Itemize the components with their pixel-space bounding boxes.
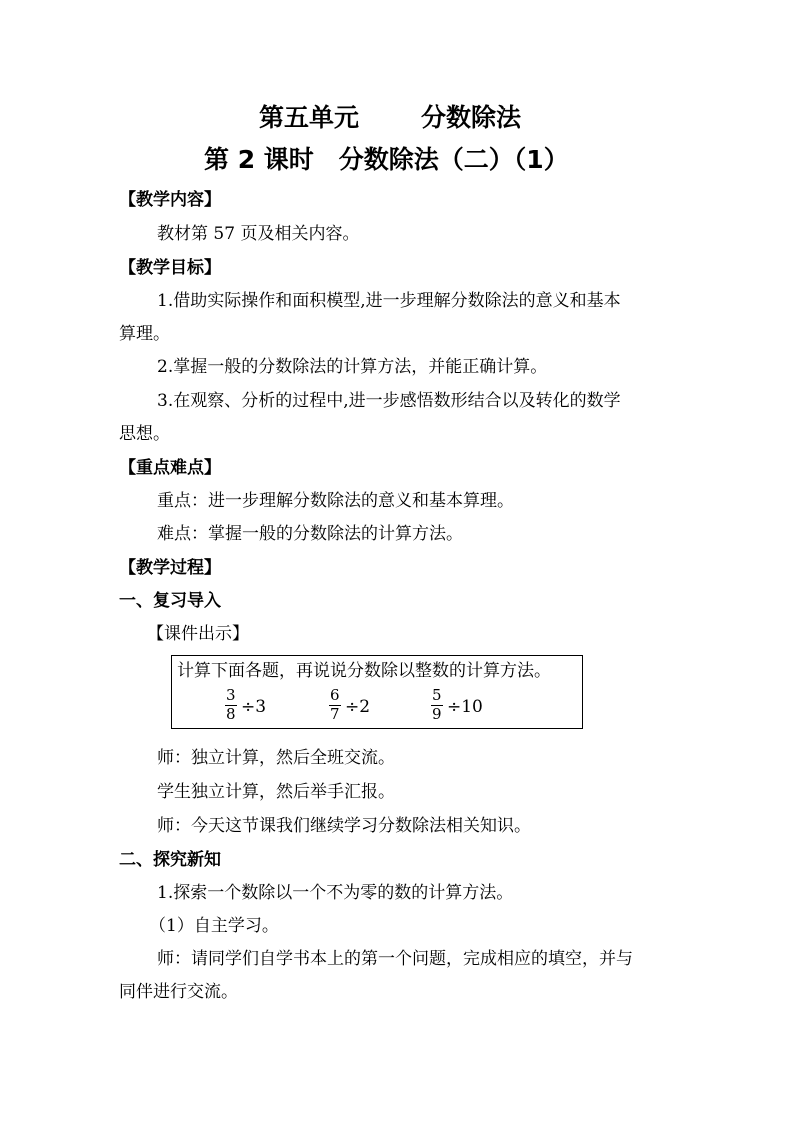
fraction-1 [224,688,238,722]
difficulty-text: 难点：掌握一般的分数除法的计算方法。 [157,524,463,544]
teacher-line-c: 师：今天这节课我们继续学习分数除法相关知识。 [157,816,531,836]
fraction-2 [328,688,342,722]
key-points-heading: 【重点难点】 [119,458,221,478]
goal-3-line-2: 思想。 [119,424,170,444]
courseware-box [171,655,583,729]
lesson-title: 第 2 课时 分数除法（二）（1） [204,145,569,174]
goal-3-line-1: 3.在观察、分析的过程中,进一步感悟数形结合以及转化的数学 [157,391,621,411]
fraction-2-denominator: 7 [330,705,340,723]
goals-heading: 【教学目标】 [119,258,221,278]
student-line-b: 学生独立计算，然后举手汇报。 [157,782,395,802]
process-heading: 【教学过程】 [119,558,221,578]
fraction-3 [430,688,444,722]
part-2-title: 二、探究新知 [119,850,221,870]
fraction-3-denominator: 9 [432,705,442,723]
unit-title: 第五单元 [259,103,360,132]
item-1-sub: （1）自主学习。 [149,916,279,936]
unit-subject: 分数除法 [421,103,522,132]
teacher-instruction-line-1: 师：请同学们自学书本上的第一个问题，完成相应的填空，并与 [157,949,633,969]
teacher-line-a: 师：独立计算，然后全班交流。 [157,748,395,768]
problem-3-operator: ÷10 [447,697,483,717]
item-1: 1.探索一个数除以一个不为零的数的计算方法。 [157,883,514,903]
part-1-title: 一、复习导入 [119,591,221,611]
focus-text: 重点：进一步理解分数除法的意义和基本算理。 [157,491,514,511]
fraction-1-denominator: 8 [226,705,236,723]
goal-2: 2.掌握一般的分数除法的计算方法，并能正确计算。 [157,357,548,377]
courseware-label: 【课件出示】 [147,624,249,644]
goal-1-line-2: 算理。 [119,324,170,344]
teacher-instruction-line-2: 同伴进行交流。 [119,982,238,1002]
content-heading: 【教学内容】 [119,190,221,210]
fraction-1-numerator: 3 [226,686,236,704]
goal-1-line-1: 1.借助实际操作和面积模型,进一步理解分数除法的意义和基本 [157,291,621,311]
problem-1-operator: ÷3 [241,697,267,717]
fraction-2-numerator: 6 [330,686,340,704]
fraction-3-numerator: 5 [432,686,442,704]
content-text: 教材第 57 页及相关内容。 [157,224,360,244]
box-prompt: 计算下面各题，再说说分数除以整数的计算方法。 [177,661,551,681]
problem-2-operator: ÷2 [345,697,371,717]
